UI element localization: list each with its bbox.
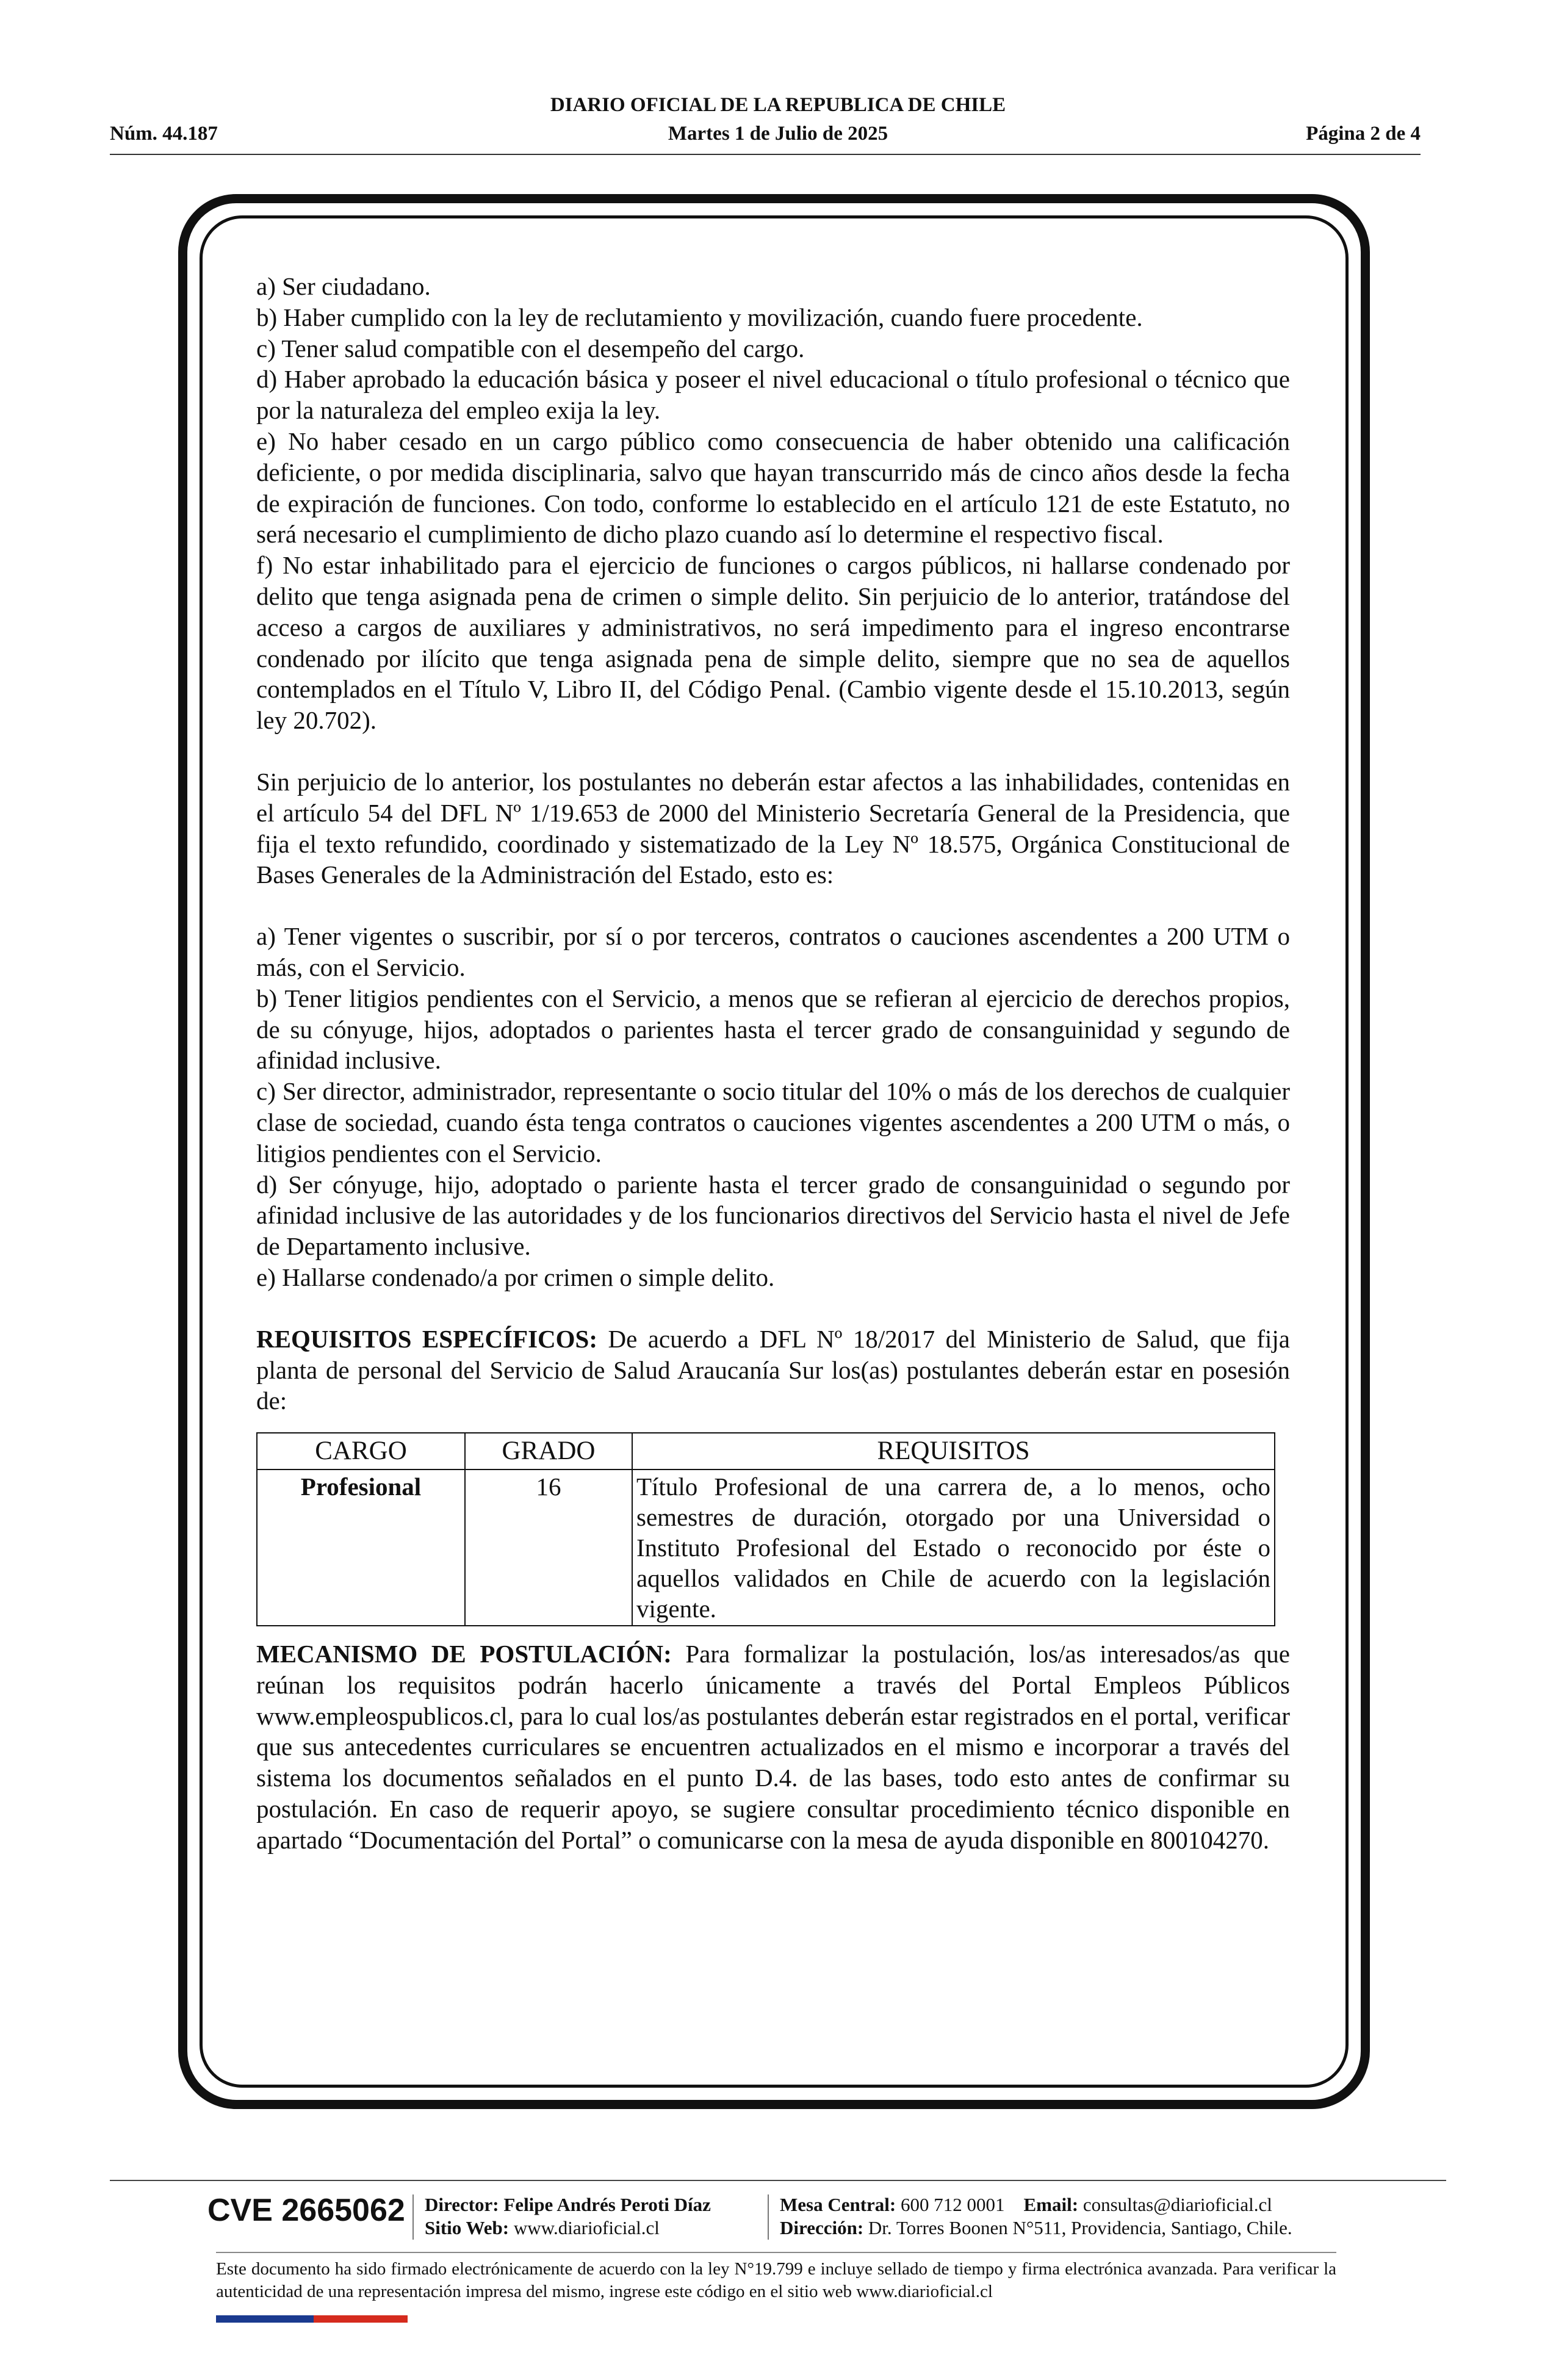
address-label: Dirección: bbox=[780, 2217, 864, 2238]
requirement-item: b) Haber cumplido con la ley de reclutamiento y movilización, cuando fuere procedente. bbox=[256, 303, 1143, 331]
newspaper-title: DIARIO OFICIAL DE LA REPUBLICA DE CHILE bbox=[550, 94, 1006, 116]
page-number: Página 2 de 4 bbox=[1306, 123, 1421, 145]
cell-requisitos: Título Profesional de una carrera de, a lo menos, ocho semestres de duración, otorgado por una Universidad o Instituto Profesional del Estado o reconocido por éste o aquellos validados en Chile de acuerdo con la legislación vigente. bbox=[632, 1469, 1275, 1626]
issue-number: Núm. 44.187 bbox=[110, 123, 218, 145]
inhabilidades-intro: Sin perjuicio de lo anterior, los postulantes no deberán estar afectos a las inhabilidades, contenidas en el artículo 54 del DFL Nº 1/19.653 de 2000 del Ministerio Secretaría General de la Presidencia, que fija el texto refundido, coordinado y sistematizado de la Ley Nº 18.575, Orgánica Constitucional de Bases Generales de la Administración del Estado, esto es: bbox=[256, 767, 1290, 889]
footer-director-block bbox=[425, 2193, 711, 2240]
cell-cargo: Profesional bbox=[257, 1469, 465, 1626]
footer-divider bbox=[110, 2180, 1446, 2181]
site-link[interactable]: www.diarioficial.cl bbox=[513, 2217, 660, 2238]
specific-requirements-paragraph bbox=[256, 1324, 1290, 1416]
flag-stripe-red bbox=[314, 2315, 408, 2323]
column-header-grado: GRADO bbox=[465, 1433, 632, 1469]
requirement-item: d) Haber aprobado la educación básica y poseer el nivel educacional o título profesional o técnico que por la naturaleza del empleo exija la ley. bbox=[256, 365, 1290, 425]
footer-separator bbox=[412, 2194, 414, 2240]
director-label: Director: bbox=[425, 2194, 499, 2215]
mesa-label: Mesa Central: bbox=[780, 2194, 896, 2215]
cell-grado: 16 bbox=[465, 1469, 632, 1626]
requirements-table bbox=[256, 1432, 1275, 1626]
inhabilidad-item: d) Ser cónyuge, hijo, adoptado o pariente hasta el tercer grado de consanguinidad o segundo por afinidad inclusive de las autoridades y de los funcionarios directivos del Servicio hasta el nivel de Jefe de Departamento inclusive. bbox=[256, 1170, 1290, 1261]
specific-requirements-text: De acuerdo a DFL Nº 18/2017 del Ministerio de Salud, que fija planta de personal del Servicio de Salud Araucanía Sur los(as) postulantes deberán estar en posesión de: bbox=[256, 1324, 1291, 1415]
specific-requirements-label: REQUISITOS ESPECÍFICOS: bbox=[256, 1324, 597, 1353]
mechanism-text: Para formalizar la postulación, los/as interesados/as que reúnan los requisitos podrán hacerlo únicamente a través del Portal Empleos Públicos www.empleospublicos.cl, para lo cual los/as postulantes deberán estar registrados en el portal, verificar que sus antecedentes curriculares se encuentren actualizados en el mismo e incorporar a través del sistema los documentos señalados en el punto D.4. de las bases, todo esto antes de confirmar su postulación. En caso de requerir apoyo, se sugiere consultar procedimiento técnico disponible en apartado “Documentación del Portal” o comunicarse con la mesa de ayuda disponible en 800104270. bbox=[256, 1640, 1290, 1854]
requirement-item: e) No haber cesado en un cargo público como consecuencia de haber obtenido una calificación deficiente, o por medida disciplinaria, salvo que hayan transcurrido más de cinco años desde la fecha de expiración de funciones. Con todo, conforme lo establecido en el artículo 121 de este Estatuto, no será necesario el cumplimiento de dicho plazo cuando así lo determine el respectivo fiscal. bbox=[256, 427, 1290, 549]
requirement-item: c) Tener salud compatible con el desempeño del cargo. bbox=[256, 334, 805, 362]
footer-contact-block bbox=[780, 2193, 1292, 2240]
inhabilidad-item: e) Hallarse condenado/a por crimen o simple delito. bbox=[256, 1263, 775, 1291]
header-divider bbox=[110, 154, 1421, 155]
inhabilidades-list bbox=[256, 921, 1290, 1293]
mesa-phone: 600 712 0001 bbox=[901, 2194, 1005, 2215]
requirement-item: f) No estar inhabilitado para el ejercicio de funciones o cargos públicos, ni hallarse condenado por delito que tenga asignada pena de crimen o simple delito. Sin perjuicio de lo anterior, tratándose del acceso a cargos de auxiliares y administrativos, no será impedimento para el ingreso encontrarse condenado por ilícito que tenga asignada pena de simple delito, siempre que no sea de aquellos contemplados en el Título V, Libro II, del Código Penal. (Cambio vigente desde el 15.10.2013, según ley 20.702). bbox=[256, 551, 1290, 735]
requirement-item: a) Ser ciudadano. bbox=[256, 272, 431, 300]
column-header-cargo: CARGO bbox=[257, 1433, 465, 1469]
cve-code: CVE 2665062 bbox=[207, 2193, 405, 2228]
footer-separator bbox=[768, 2194, 769, 2240]
footer-inner-divider bbox=[216, 2252, 1336, 2253]
table-row bbox=[257, 1469, 1275, 1626]
column-header-requisitos: REQUISITOS bbox=[632, 1433, 1275, 1469]
inhabilidad-item: a) Tener vigentes o suscribir, por sí o por terceros, contratos o cauciones ascendentes a 200 UTM o más, con el Servicio. bbox=[256, 922, 1290, 981]
issue-date: Martes 1 de Julio de 2025 bbox=[668, 123, 888, 145]
inhabilidad-item: b) Tener litigios pendientes con el Servicio, a menos que se refieran al ejercicio de derechos propios, de su cónyuge, hijos, adoptados o parientes hasta el tercer grado de consanguinidad y segundo de afinidad inclusive. bbox=[256, 984, 1290, 1075]
table-header-row bbox=[257, 1433, 1275, 1469]
email-link[interactable]: consultas@diarioficial.cl bbox=[1082, 2194, 1272, 2215]
inhabilidad-item: c) Ser director, administrador, representante o socio titular del 10% o más de los derechos de cualquier clase de sociedad, cuando ésta tenga contratos o cauciones vigentes ascendentes a 200 UTM o más, o litigios pendientes con el Servicio. bbox=[256, 1077, 1290, 1167]
address-text: Dr. Torres Boonen N°511, Providencia, Santiago, Chile. bbox=[868, 2217, 1292, 2238]
mechanism-label: MECANISMO DE POSTULACIÓN: bbox=[256, 1640, 672, 1668]
site-label: Sitio Web: bbox=[425, 2217, 510, 2238]
email-label: Email: bbox=[1023, 2194, 1079, 2215]
mechanism-paragraph bbox=[256, 1639, 1290, 1856]
director-name: Felipe Andrés Peroti Díaz bbox=[503, 2194, 711, 2215]
flag-stripe-blue bbox=[216, 2315, 314, 2323]
document-body bbox=[256, 271, 1290, 1856]
general-requirements-list bbox=[256, 271, 1290, 736]
legal-notice: Este documento ha sido firmado electrónicamente de acuerdo con la ley N°19.799 e incluye sellado de tiempo y firma electrónica avanzada. Para verificar la autenticidad de una representación impresa del mismo, ingrese este código en el sitio web www.diarioficial.cl bbox=[216, 2259, 1336, 2301]
